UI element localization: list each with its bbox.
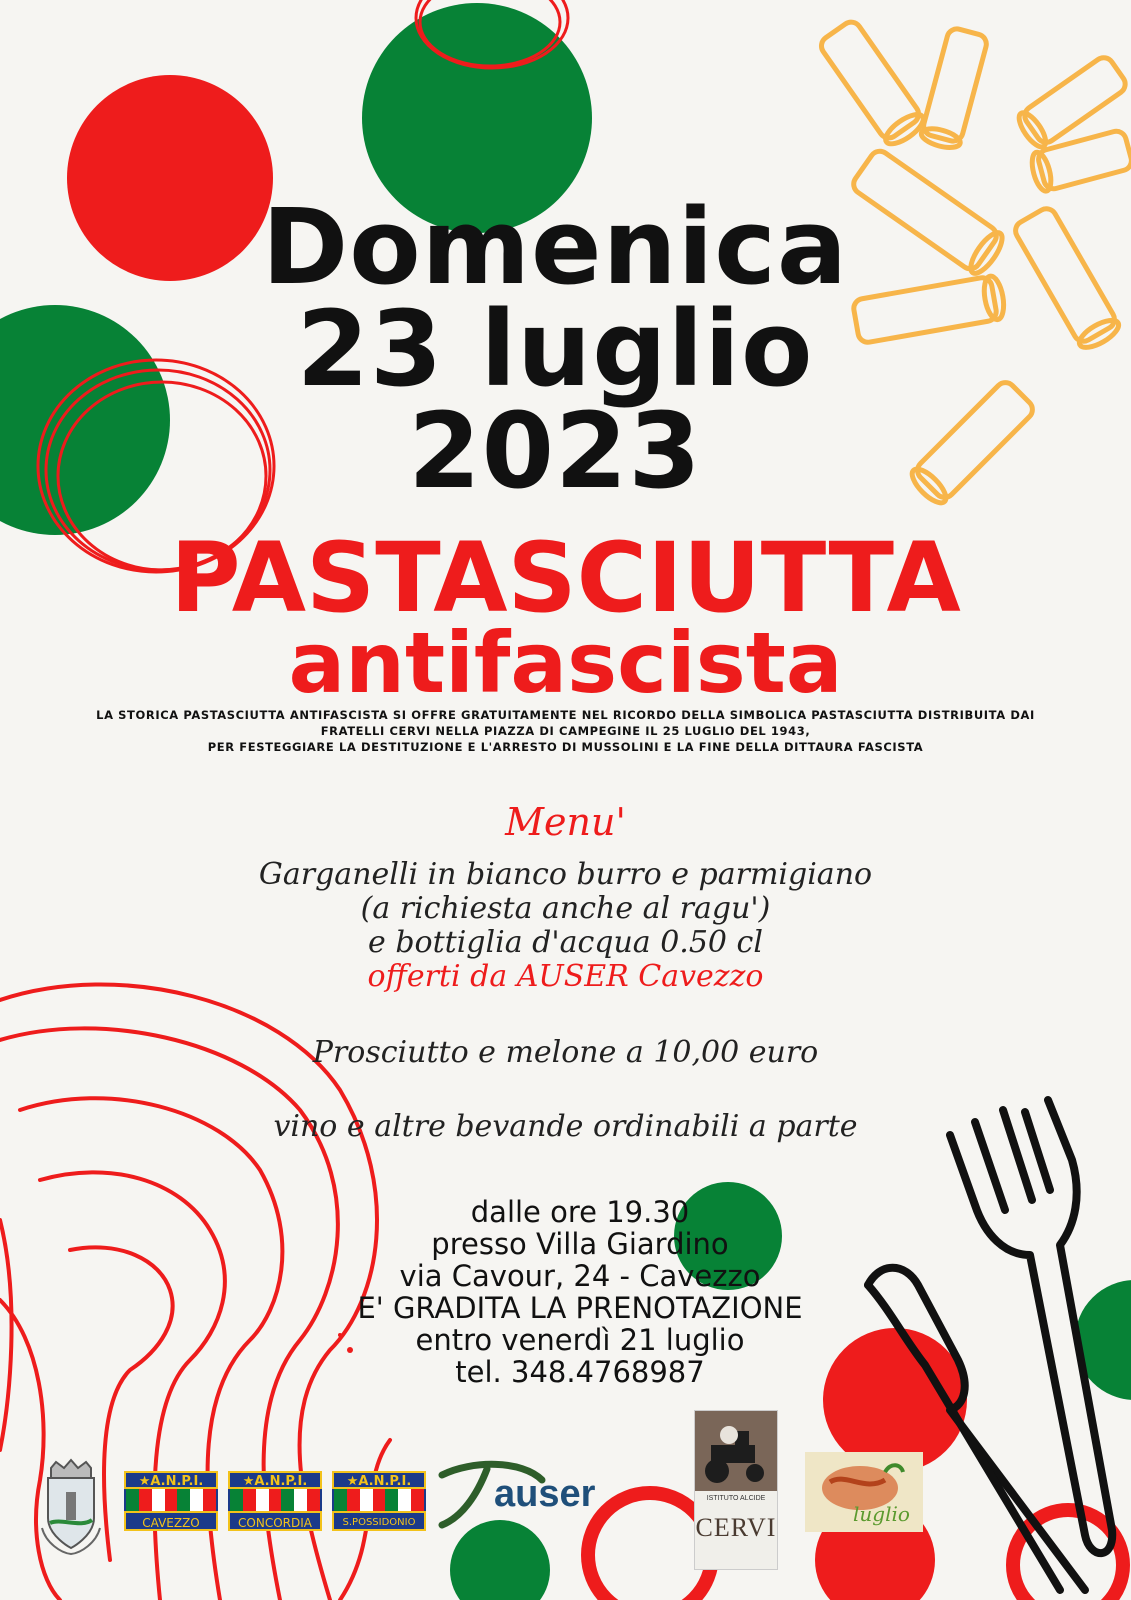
istituto-cervi-logo — [694, 1410, 778, 1570]
menu-item-prosciutto: Prosciutto e melone a 10,00 euro — [312, 1035, 819, 1070]
anpi-cavezzo-logo — [124, 1471, 218, 1531]
description-line-2: FRATELLI CERVI NELLA PIAZZA DI CAMPEGINE IL 25 LUGLIO DEL 1943, — [320, 724, 811, 738]
anpi-possidonio-label: S.POSSIDONIO — [332, 1511, 426, 1531]
info-phone: tel. 348.4768987 — [455, 1355, 705, 1389]
anpi-label: ★A.N.P.I. — [228, 1471, 322, 1489]
info-place: presso Villa Giardino — [431, 1227, 729, 1261]
flag-stripes — [228, 1489, 322, 1511]
info-booking: E' GRADITA LA PRENOTAZIONE — [357, 1291, 803, 1325]
anpi-possidonio-logo — [332, 1471, 426, 1531]
info-time: dalle ore 19.30 — [470, 1195, 690, 1229]
luglio-text: luglio — [853, 1502, 910, 1526]
green-dot-left — [0, 305, 170, 535]
date-weekday: Domenica — [261, 186, 849, 308]
anpi-concordia-logo — [228, 1471, 322, 1531]
anpi-cavezzo-label: CAVEZZO — [124, 1511, 218, 1531]
date-day-month: 23 luglio — [296, 288, 814, 410]
flag-stripes — [124, 1489, 218, 1511]
menu-line-2: (a richiesta anche al ragu') — [360, 891, 771, 926]
auser-logo — [432, 1455, 632, 1535]
anpi-label: ★A.N.P.I. — [332, 1471, 426, 1489]
flag-stripes — [332, 1489, 426, 1511]
auser-wordmark: auser — [494, 1473, 596, 1515]
description-line-3: PER FESTEGGIARE LA DESTITUZIONE E L'ARRESTO DI MUSSOLINI E LA FINE DELLA DITTAURA FASCISTA — [207, 740, 924, 754]
event-title: PASTASCIUTTA — [170, 522, 961, 634]
anpi-label: ★A.N.P.I. — [124, 1471, 218, 1489]
date-year: 2023 — [408, 390, 702, 512]
cervi-name: CERVI — [695, 1513, 777, 1542]
info-address: via Cavour, 24 - Cavezzo — [399, 1259, 761, 1293]
municipality-crest-logo — [36, 1458, 106, 1558]
event-subtitle: antifascista — [288, 614, 843, 712]
menu-heading: Menu' — [505, 800, 626, 844]
anpi-concordia-label: CONCORDIA — [228, 1511, 322, 1531]
menu-line-3: e bottiglia d'acqua 0.50 cl — [368, 925, 763, 960]
menu-offered-by: offerti da AUSER Cavezzo — [367, 959, 764, 994]
description-line-1: LA STORICA PASTASCIUTTA ANTIFASCISTA SI OFFRE GRATUITAMENTE NEL RICORDO DELLA SIMBOLICA PASTASCIUTTA DISTRIBUITA DAI — [96, 708, 1035, 722]
cervi-caption: ISTITUTO ALCIDE — [706, 1495, 766, 1502]
menu-line-1: Garganelli in bianco burro e parmigiano — [258, 857, 873, 892]
info-deadline: entro venerdì 21 luglio — [415, 1323, 745, 1357]
event-description — [40, 707, 1091, 755]
tractor-icon — [695, 1411, 777, 1491]
luglio-logo — [805, 1452, 923, 1532]
menu-item-drinks: vino e altre bevande ordinabili a parte — [273, 1109, 858, 1144]
